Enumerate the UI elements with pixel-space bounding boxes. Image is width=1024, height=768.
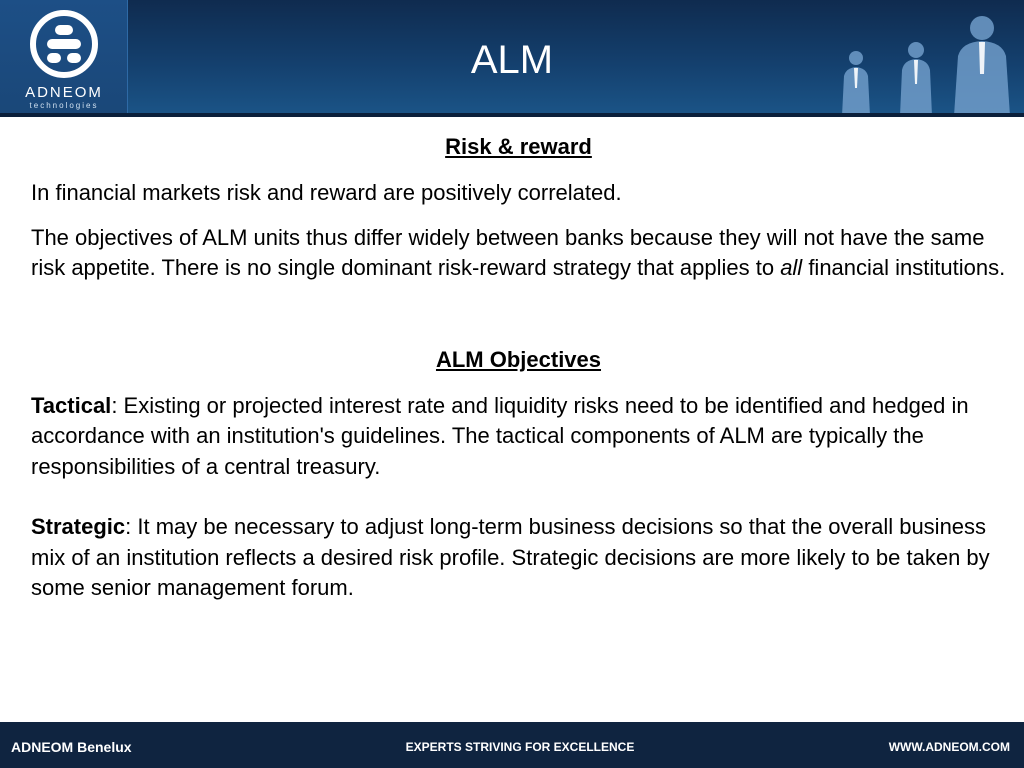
paragraph-strategic (31, 512, 1006, 604)
emphasis-text: all (780, 255, 803, 280)
slide-header (0, 0, 1024, 117)
business-people-illustration (828, 8, 1024, 116)
strategic-text: : It may be necessary to adjust long-term business decisions so that the overall business mix of an institution reflects a desired risk profile. Strategic decisions are more likely to be taken by some senior management forum. (31, 514, 990, 600)
logo-subtitle: technologies (29, 101, 99, 110)
footer-company-name: ADNEOM Benelux (11, 739, 132, 755)
adneom-logo-icon (28, 8, 100, 80)
tactical-text: : Existing or projected interest rate and liquidity risks need to be identified and hedged in accordance with an institution's guidelines. The tactical components of ALM are typically the responsibilities of a central treasury. (31, 392, 969, 479)
section-heading-alm-objectives: ALM Objectives (435, 346, 602, 372)
tactical-label: Tactical (31, 392, 112, 418)
paragraph-text: financial institutions. (802, 255, 1006, 280)
footer-website-link[interactable]: WWW.ADNEOM.COM (888, 740, 1010, 754)
paragraph-risk-correlation: In financial markets risk and reward are positively correlated. (31, 180, 622, 205)
footer-tagline: EXPERTS STRIVING FOR EXCELLENCE (405, 740, 635, 754)
slide-footer (0, 722, 1024, 768)
paragraph-text: The objectives of ALM units thus differ widely between banks because they will not have the same risk appetite. There is no single dominant risk-reward strategy that applies to (31, 224, 985, 280)
company-logo (0, 0, 128, 117)
paragraph-tactical (31, 391, 1006, 483)
paragraph-alm-objectives-differ (31, 223, 1006, 284)
strategic-label: Strategic (31, 514, 126, 539)
slide-body (31, 132, 1006, 604)
logo-wordmark: ADNEOM (25, 84, 103, 101)
slide-title: ALM (470, 38, 554, 82)
section-heading-risk-reward: Risk & reward (445, 134, 592, 159)
